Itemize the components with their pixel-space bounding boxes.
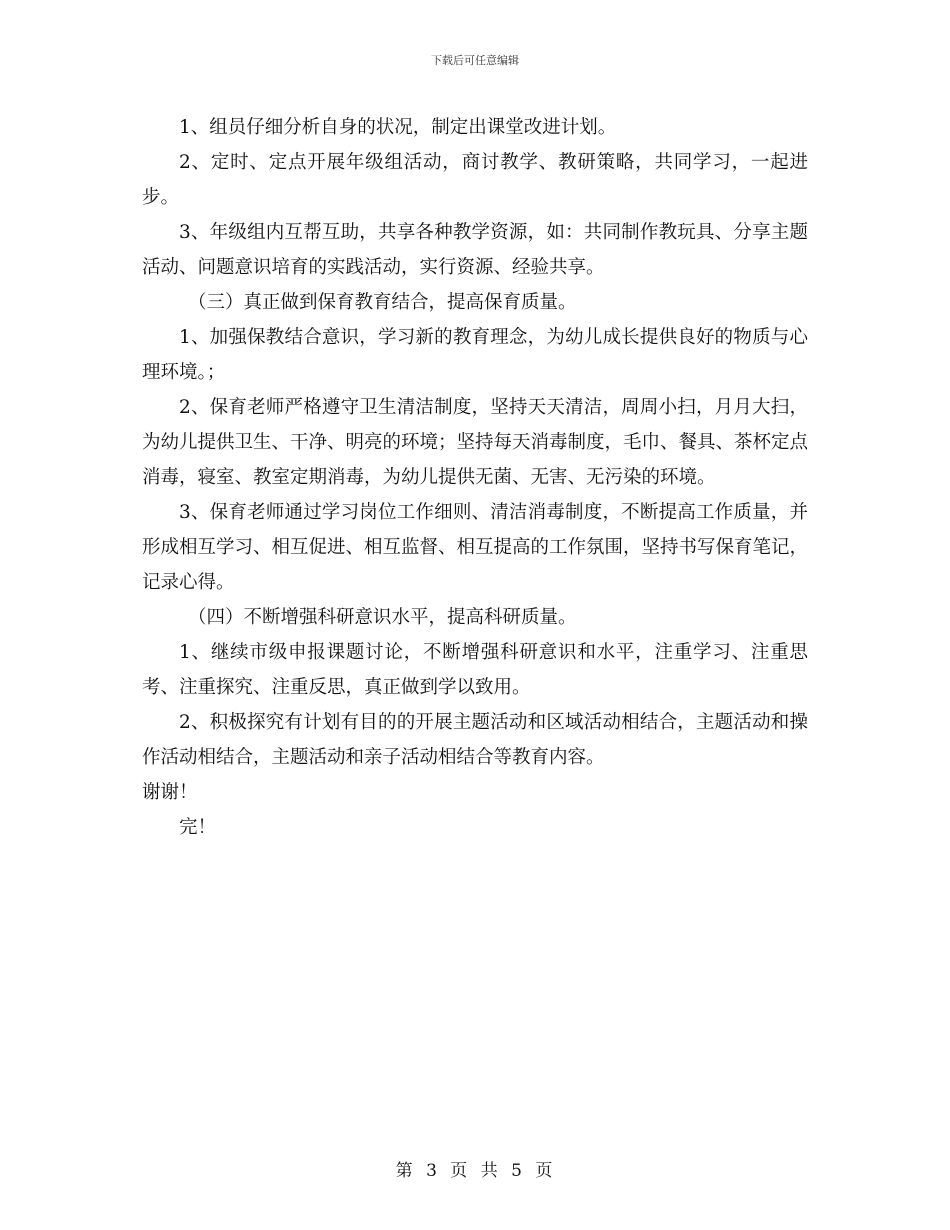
closing-end: 完！	[179, 817, 217, 838]
page-header: 下载后可任意编辑	[431, 54, 519, 67]
paragraph-item-5: 2、保育老师严格遵守卫生清洁制度，坚持天天清洁，周周小扫，月月大扫，为幼儿提供卫生、干净、明亮的环境；坚持每天消毒制度，毛巾、餐具、茶杯定点消毒，寝室、教室定期消毒，为幼儿提供无菌、无害、无污染的环境。	[142, 397, 809, 488]
paragraph-item-6: 3、保育老师通过学习岗位工作细则、清洁消毒制度，不断提高工作质量，并形成相互学习、相互促进、相互监督、相互提高的工作氛围，坚持书写保育笔记，记录心得。	[142, 502, 809, 593]
paragraph-item-3: 3、年级组内互帮互助，共享各种教学资源，如：共同制作教玩具、分享主题活动、问题意识培育的实践活动，实行资源、经验共享。	[142, 222, 808, 278]
paragraph-item-1: 1、组员仔细分析自身的状况，制定出课堂改进计划。	[179, 117, 617, 138]
section-heading-4: （四）不断增强科研意识水平，提高科研质量。	[188, 607, 577, 628]
section-heading-3: （三）真正做到保育教育结合，提高保育质量。	[188, 292, 577, 313]
paragraph-item-4: 1、加强保教结合意识，学习新的教育理念，为幼儿成长提供良好的物质与心理环境。；	[142, 327, 808, 383]
paragraph-item-8: 2、积极探究有计划有目的的开展主题活动和区域活动相结合，主题活动和操作活动相结合，主题活动和亲子活动相结合等教育内容。	[142, 712, 808, 768]
page-number-footer: 第 3 页 共 5 页	[395, 1161, 555, 1181]
paragraph-item-2: 2、定时、定点开展年级组活动，商讨教学、教研策略，共同学习，一起进步。	[142, 152, 808, 208]
closing-thanks: 谢谢！	[142, 782, 198, 803]
document-body	[142, 110, 808, 845]
paragraph-item-7: 1、继续市级申报课题讨论，不断增强科研意识和水平，注重学习、注重思考、注重探究、注重反思，真正做到学以致用。	[142, 642, 808, 698]
